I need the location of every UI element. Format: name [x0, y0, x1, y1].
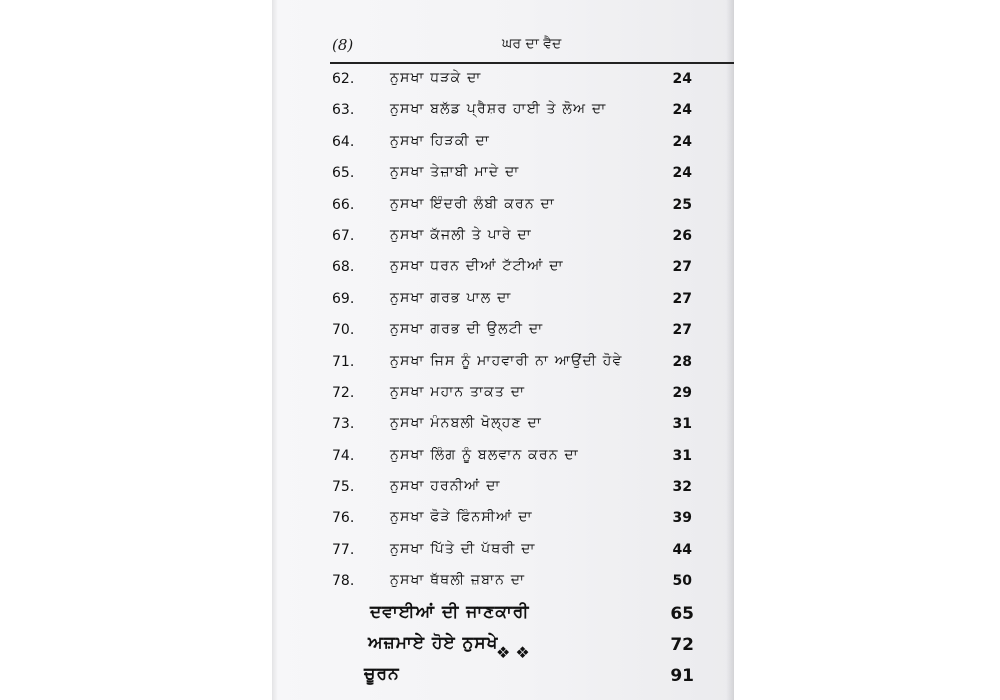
toc-row: [272, 409, 734, 440]
entry-number: 65.: [332, 165, 355, 182]
entry-page: 27: [672, 259, 692, 276]
entry-number: 66.: [332, 196, 355, 213]
entry-number: 74.: [332, 447, 355, 464]
entry-title: ਨੁਸਖਾ ਜਿਸ ਨੂੰ ਮਾਹਵਾਰੀ ਨਾ ਆਉਂਦੀ ਹੋਵੇ: [390, 352, 623, 369]
toc-row: [272, 127, 734, 158]
entry-title: ਨੁਸਖਾ ਗਰਭ ਪਾਲ ਦਾ: [390, 289, 512, 306]
entry-page: 39: [672, 510, 692, 527]
toc-row-section: [272, 660, 734, 691]
toc-row: [272, 158, 734, 189]
entry-number: 64.: [332, 133, 355, 150]
entry-title: ਨੁਸਖਾ ਇੰਦਰੀ ਲੰਬੀ ਕਰਨ ਦਾ: [390, 195, 555, 212]
entry-number: 72.: [332, 384, 355, 401]
entry-title: ਨੁਸਖਾ ਬਲੱਡ ਪ੍ਰੈਸ਼ਰ ਹਾਈ ਤੇ ਲੋਅ ਦਾ: [390, 101, 607, 118]
entry-title: ਨੁਸਖਾ ਹਿੜਕੀ ਦਾ: [390, 132, 490, 149]
entry-number: 71.: [332, 353, 355, 370]
section-title: ਚੂਰਨ: [364, 664, 400, 685]
entry-page: 27: [672, 290, 692, 307]
entry-title: ਨੁਸਖਾ ਤੇਜ਼ਾਬੀ ਮਾਦੇ ਦਾ: [390, 164, 520, 181]
entry-page: 26: [672, 227, 692, 244]
entry-title: ਨੁਸਖਾ ਪਿੱਤੇ ਦੀ ਪੱਥਰੀ ਦਾ: [390, 540, 536, 557]
entry-title: ਨੁਸਖਾ ਫੋੜੇ ਫਿੰਨਸੀਆਂ ਦਾ: [390, 509, 533, 526]
entry-page: 31: [672, 447, 692, 464]
toc-row: [272, 441, 734, 472]
entry-page: 24: [672, 71, 692, 87]
entry-title: ਨੁਸਖਾ ਹਰਨੀਆਂ ਦਾ: [390, 478, 501, 495]
toc-row: [272, 64, 734, 95]
table-of-contents: [272, 64, 734, 692]
toc-row: [272, 315, 734, 346]
entry-page: 25: [672, 196, 692, 213]
entry-number: 73.: [332, 416, 355, 433]
entry-page: 31: [672, 416, 692, 433]
entry-number: 62.: [332, 71, 355, 87]
entry-title: ਨੁਸਖਾ ਗਰਭ ਦੀ ਉਲਟੀ ਦਾ: [390, 321, 544, 338]
entry-number: 78.: [332, 573, 355, 590]
ornament-icon: ❖ ❖: [496, 643, 530, 662]
toc-row-section: [272, 598, 734, 629]
toc-row: [272, 190, 734, 221]
entry-title: ਨੁਸਖਾ ਥੱਥਲੀ ਜ਼ਬਾਨ ਦਾ: [390, 572, 526, 589]
section-title: ਦਵਾਈਆਂ ਦੀ ਜਾਣਕਾਰੀ: [370, 601, 530, 622]
entry-title: ਨੁਸਖਾ ਮਹਾਨ ਤਾਕਤ ਦਾ: [390, 383, 526, 400]
entry-number: 69.: [332, 290, 355, 307]
entry-title: ਨੁਸਖਾ ਧਰਨ ਦੀਆਂ ਟੱਟੀਆਂ ਦਾ: [390, 258, 564, 275]
toc-row: [272, 566, 734, 597]
entry-number: 68.: [332, 259, 355, 276]
entry-title: ਨੁਸਖਾ ਕੱਜਲੀ ਤੇ ਪਾਰੇ ਦਾ: [390, 226, 532, 243]
toc-row: [272, 378, 734, 409]
section-title: ਅਜ਼ਮਾਏ ਹੋਏ ਨੁਸਖੇ: [368, 633, 499, 654]
entry-number: 75.: [332, 479, 355, 496]
entry-number: 63.: [332, 102, 355, 119]
entry-page: 24: [672, 133, 692, 150]
toc-row: [272, 503, 734, 534]
entry-title: ਨੁਸਖਾ ਧੜਕੇ ਦਾ: [390, 70, 482, 86]
toc-row: [272, 284, 734, 315]
entry-page: 24: [672, 102, 692, 119]
entry-title: ਨੁਸਖਾ ਲਿੰਗ ਨੂੰ ਬਲਵਾਨ ਕਰਨ ਦਾ: [390, 446, 579, 463]
entry-number: 70.: [332, 322, 355, 339]
page-number: (8): [332, 36, 354, 54]
toc-row: [272, 347, 734, 378]
entry-number: 67.: [332, 227, 355, 244]
running-title: ਘਰ ਦਾ ਵੈਦ: [502, 36, 562, 52]
entry-page: 24: [672, 165, 692, 182]
section-page: 65: [670, 603, 694, 624]
entry-page: 28: [672, 353, 692, 370]
section-page: 72: [670, 635, 694, 656]
toc-row: [272, 472, 734, 503]
entry-number: 76.: [332, 510, 355, 527]
entry-page: 44: [672, 541, 692, 558]
entry-page: 32: [672, 479, 692, 496]
entry-page: 29: [672, 384, 692, 401]
toc-row: [272, 252, 734, 283]
toc-row: [272, 95, 734, 126]
entry-page: 50: [672, 573, 692, 590]
page-header: [332, 36, 712, 60]
entry-page: 27: [672, 322, 692, 339]
section-page: 91: [670, 666, 694, 687]
toc-row: [272, 535, 734, 566]
book-page: [272, 0, 734, 700]
entry-number: 77.: [332, 541, 355, 558]
entry-title: ਨੁਸਖਾ ਮੰਨਬਲੀ ਖੋਲ੍ਹਣ ਦਾ: [390, 415, 543, 432]
toc-row: [272, 221, 734, 252]
